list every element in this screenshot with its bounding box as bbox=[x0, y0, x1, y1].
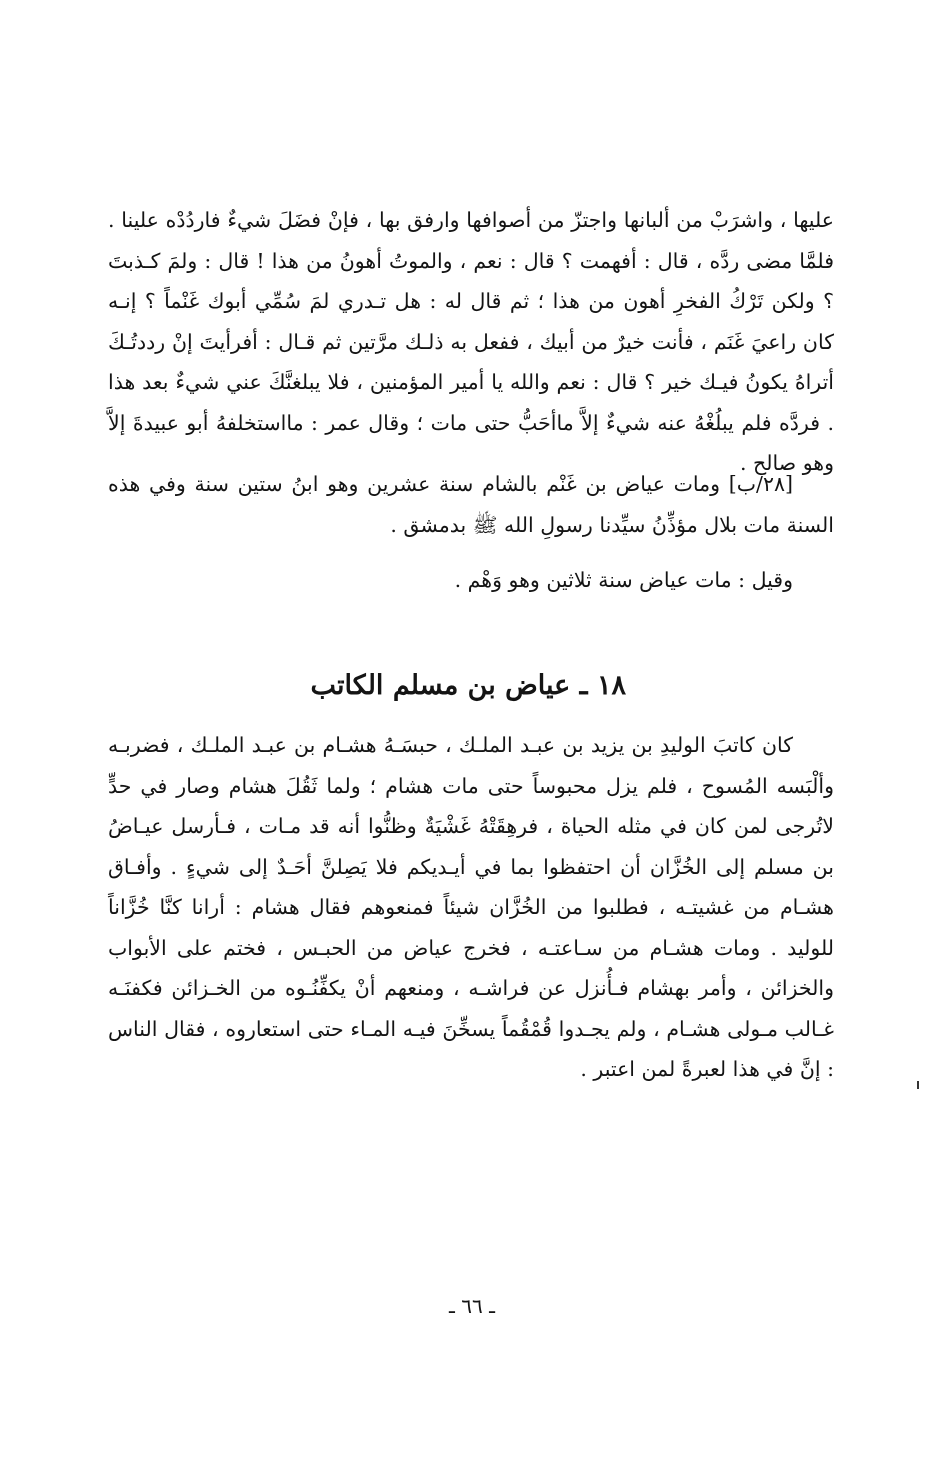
scan-artifact bbox=[917, 1081, 919, 1089]
paragraph-text: [٢٨/ب] ومات عياض بن غَنْم بالشام سنة عشرين وهو ابنُ ستين سنة وفي هذه السنة مات بلال مؤذِّنُ سيِّدنا رسولِ الله ﷺ بدمشق . bbox=[108, 472, 834, 537]
section-body bbox=[108, 725, 834, 1090]
paragraph-death-note bbox=[108, 464, 834, 545]
paragraph-alternate-report bbox=[108, 560, 834, 601]
paragraph-continuation bbox=[108, 200, 834, 484]
page-number: ـ ٦٦ ـ bbox=[449, 1294, 495, 1318]
section-heading: ١٨ ـ عياض بن مسلم الكاتب bbox=[310, 670, 626, 701]
paragraph-text: كان كاتبَ الوليدِ بن يزيد بن عبـد الملـك ، حبسَـهُ هشـام بن عبـد الملـك ، فضربـه وألْبَسه المُسوح ، فلم يزل محبوساً حتى مات هشام ؛ ولما ثَقُلَ هشام وصار في حدٍّ لاتُرجى لمن كان في مثله الحياة ، فرهِقَتْهُ غَشْيَةٌ وظنُّوا أنه قد مـات ، فـأرسل عيـاضُ بن مسلم إلى الخُزَّان أن احتفظوا بما في أيـديكم فلا يَصِلنَّ أحَـدٌ إلى شيءٍ . وأفـاق هشـام من غشيتـه ، فطلبوا من الخُزَّان شيئاً فمنعوهم فقال هشام : أرانا كنَّا خُزَّاناً للوليد . ومات هشـام من سـاعتـه ، فخرج عياض من الحبـس ، فختم على الأبواب والخزائن ، وأمر بهشام فـأُنزل عن فراشـه ، ومنعهم أنْ يكفِّنُـوه من الخـزائن فكفنَـه غـالب مـولى هشـام ، ولم يجـدوا قُمْقُماً يسخِّنَ فيـه المـاء حتى استعاروه ، فقال الناس : إنَّ في هذا لعبرةً لمن اعتبر . bbox=[108, 733, 834, 1081]
paragraph-text: عليها ، واشرَبْ من ألبانها واجتزّ من أصوافها وارفق بها ، فإنْ فضَلَ شيءٌ فاردُدْه علينا . فلمَّا مضى ردَّه ، قال : أفهمت ؟ قال : نعم ، والموتُ أهونُ من هذا ! قال : ولمَ كـذبتَ ؟ ولكن تَرْكُ الفخرِ أهون من هذا ؛ ثم قال له : هل تـدري لمَ سُمِّي أبوك غَنْماً ؟ إنـه كان راعيَ غَنَم ، فأنت خيرٌ من أبيك ، ففعل به ذلـك مرَّتين ثم قـال : أفرأيتَ إنْ رددتُـكَ أتراهُ يكونُ فيـك خير ؟ قال : نعم والله يا أمير المؤمنين ، فلا يبلغنَّكَ عني شيءٌ بعد هذا . فردَّه فلم يبلُغْهُ عنه شيءٌ إلاَّ ماأحَبُّ حتى مات ؛ وقال عمر : مااستخلفهُ أبو عبيدةَ إلاَّ وهو صالح . bbox=[108, 208, 834, 475]
paragraph-text: وقيل : مات عياض سنة ثلاثين وهو وَهْم . bbox=[454, 568, 793, 592]
